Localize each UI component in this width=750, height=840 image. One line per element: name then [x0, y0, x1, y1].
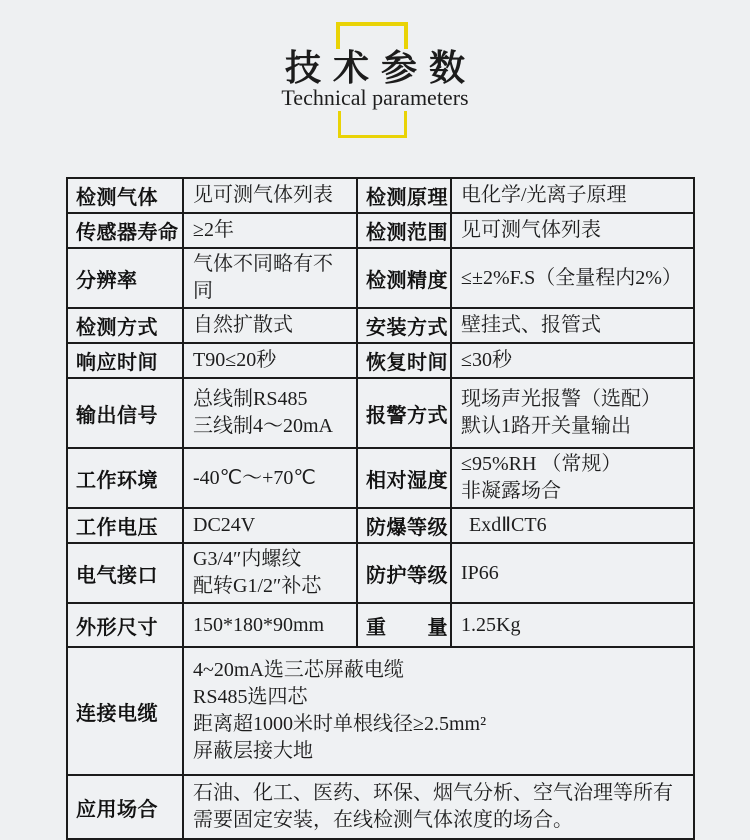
param-value-cell: 电化学/光离子原理 [451, 178, 694, 213]
page-subtitle: Technical parameters [281, 85, 469, 110]
param-label-cell: 检测气体 [67, 178, 183, 213]
param-label-cell: 防爆等级 [357, 508, 451, 543]
param-label-cell: 重 量 [357, 603, 451, 647]
param-label-cell: 检测精度 [357, 248, 451, 308]
param-label-cell: 工作环境 [67, 448, 183, 508]
param-value-cell [183, 647, 694, 775]
table-row [67, 308, 694, 343]
param-value-cell: ≥2年 [183, 213, 357, 248]
table-row [67, 508, 694, 543]
value-line: 距离超1000米时单根线径≥2.5mm² [193, 713, 487, 735]
param-value-cell: 150*180*90mm [183, 603, 357, 647]
param-value-cell: 石油、化工、医药、环保、烟气分析、空气治理等所有需要固定安装，在线检测气体浓度的场合。 [183, 775, 694, 839]
param-value-cell: 见可测气体列表 [451, 213, 694, 248]
value-line: 非凝露场合 [461, 480, 561, 502]
param-label-cell: 响应时间 [67, 343, 183, 378]
value-line: 现场声光报警（选配） [461, 388, 661, 410]
page-title: 技术参数 [284, 47, 477, 88]
param-value-cell: 壁挂式、报管式 [451, 308, 694, 343]
table-row [67, 248, 694, 308]
param-label-cell: 检测原理 [357, 178, 451, 213]
value-line: 三线制4～20mA [193, 415, 333, 437]
param-label-cell: 电气接口 [67, 543, 183, 603]
param-label-cell: 传感器寿命 [67, 213, 183, 248]
table-row [67, 775, 694, 839]
table-row [67, 378, 694, 448]
param-value-cell: ≤±2%F.S（全量程内2%） [451, 248, 694, 308]
param-label-cell: 安装方式 [357, 308, 451, 343]
param-label-cell: 相对湿度 [357, 448, 451, 508]
title-bracket-bottom-decoration [338, 111, 407, 138]
specs-table [66, 177, 695, 840]
param-label-cell: 连接电缆 [67, 647, 183, 775]
table-row [67, 213, 694, 248]
param-value-cell: 气体不同略有不同 [183, 248, 357, 308]
param-value-cell [183, 543, 357, 603]
param-value-cell: ExdⅡCT6 [451, 508, 694, 543]
param-label-cell: 分辨率 [67, 248, 183, 308]
param-value-cell: -40℃～+70℃ [183, 448, 357, 508]
table-row [67, 343, 694, 378]
param-value-cell: ≤30秒 [451, 343, 694, 378]
param-label-cell: 恢复时间 [357, 343, 451, 378]
param-value-cell [451, 448, 694, 508]
value-line: 默认1路开关量输出 [461, 415, 631, 437]
param-value-cell [183, 378, 357, 448]
value-line: 配转G1/2″补芯 [193, 575, 322, 597]
param-label-cell: 外形尺寸 [67, 603, 183, 647]
param-label-cell: 防护等级 [357, 543, 451, 603]
param-value-cell: 1.25Kg [451, 603, 694, 647]
param-value-cell: IP66 [451, 543, 694, 603]
table-row [67, 448, 694, 508]
value-line: RS485选四芯 [193, 686, 308, 708]
value-line: ≤95%RH （常规） [461, 453, 622, 475]
value-line: G3/4″内螺纹 [193, 548, 302, 570]
table-row [67, 647, 694, 775]
param-value-cell: T90≤20秒 [183, 343, 357, 378]
value-line: 屏蔽层接大地 [193, 740, 313, 762]
value-line: 4~20mA选三芯屏蔽电缆 [193, 659, 404, 681]
param-label-cell: 报警方式 [357, 378, 451, 448]
table-row [67, 178, 694, 213]
table-row [67, 603, 694, 647]
param-label-cell: 检测范围 [357, 213, 451, 248]
param-value-cell: DC24V [183, 508, 357, 543]
param-label-cell: 检测方式 [67, 308, 183, 343]
param-value-cell: 见可测气体列表 [183, 178, 357, 213]
param-value-cell: 自然扩散式 [183, 308, 357, 343]
header-section [0, 0, 750, 166]
param-label-cell: 工作电压 [67, 508, 183, 543]
table-row [67, 543, 694, 603]
param-label-cell: 输出信号 [67, 378, 183, 448]
param-label-cell: 应用场合 [67, 775, 183, 839]
value-line: 总线制RS485 [193, 388, 308, 410]
param-value-cell [451, 378, 694, 448]
